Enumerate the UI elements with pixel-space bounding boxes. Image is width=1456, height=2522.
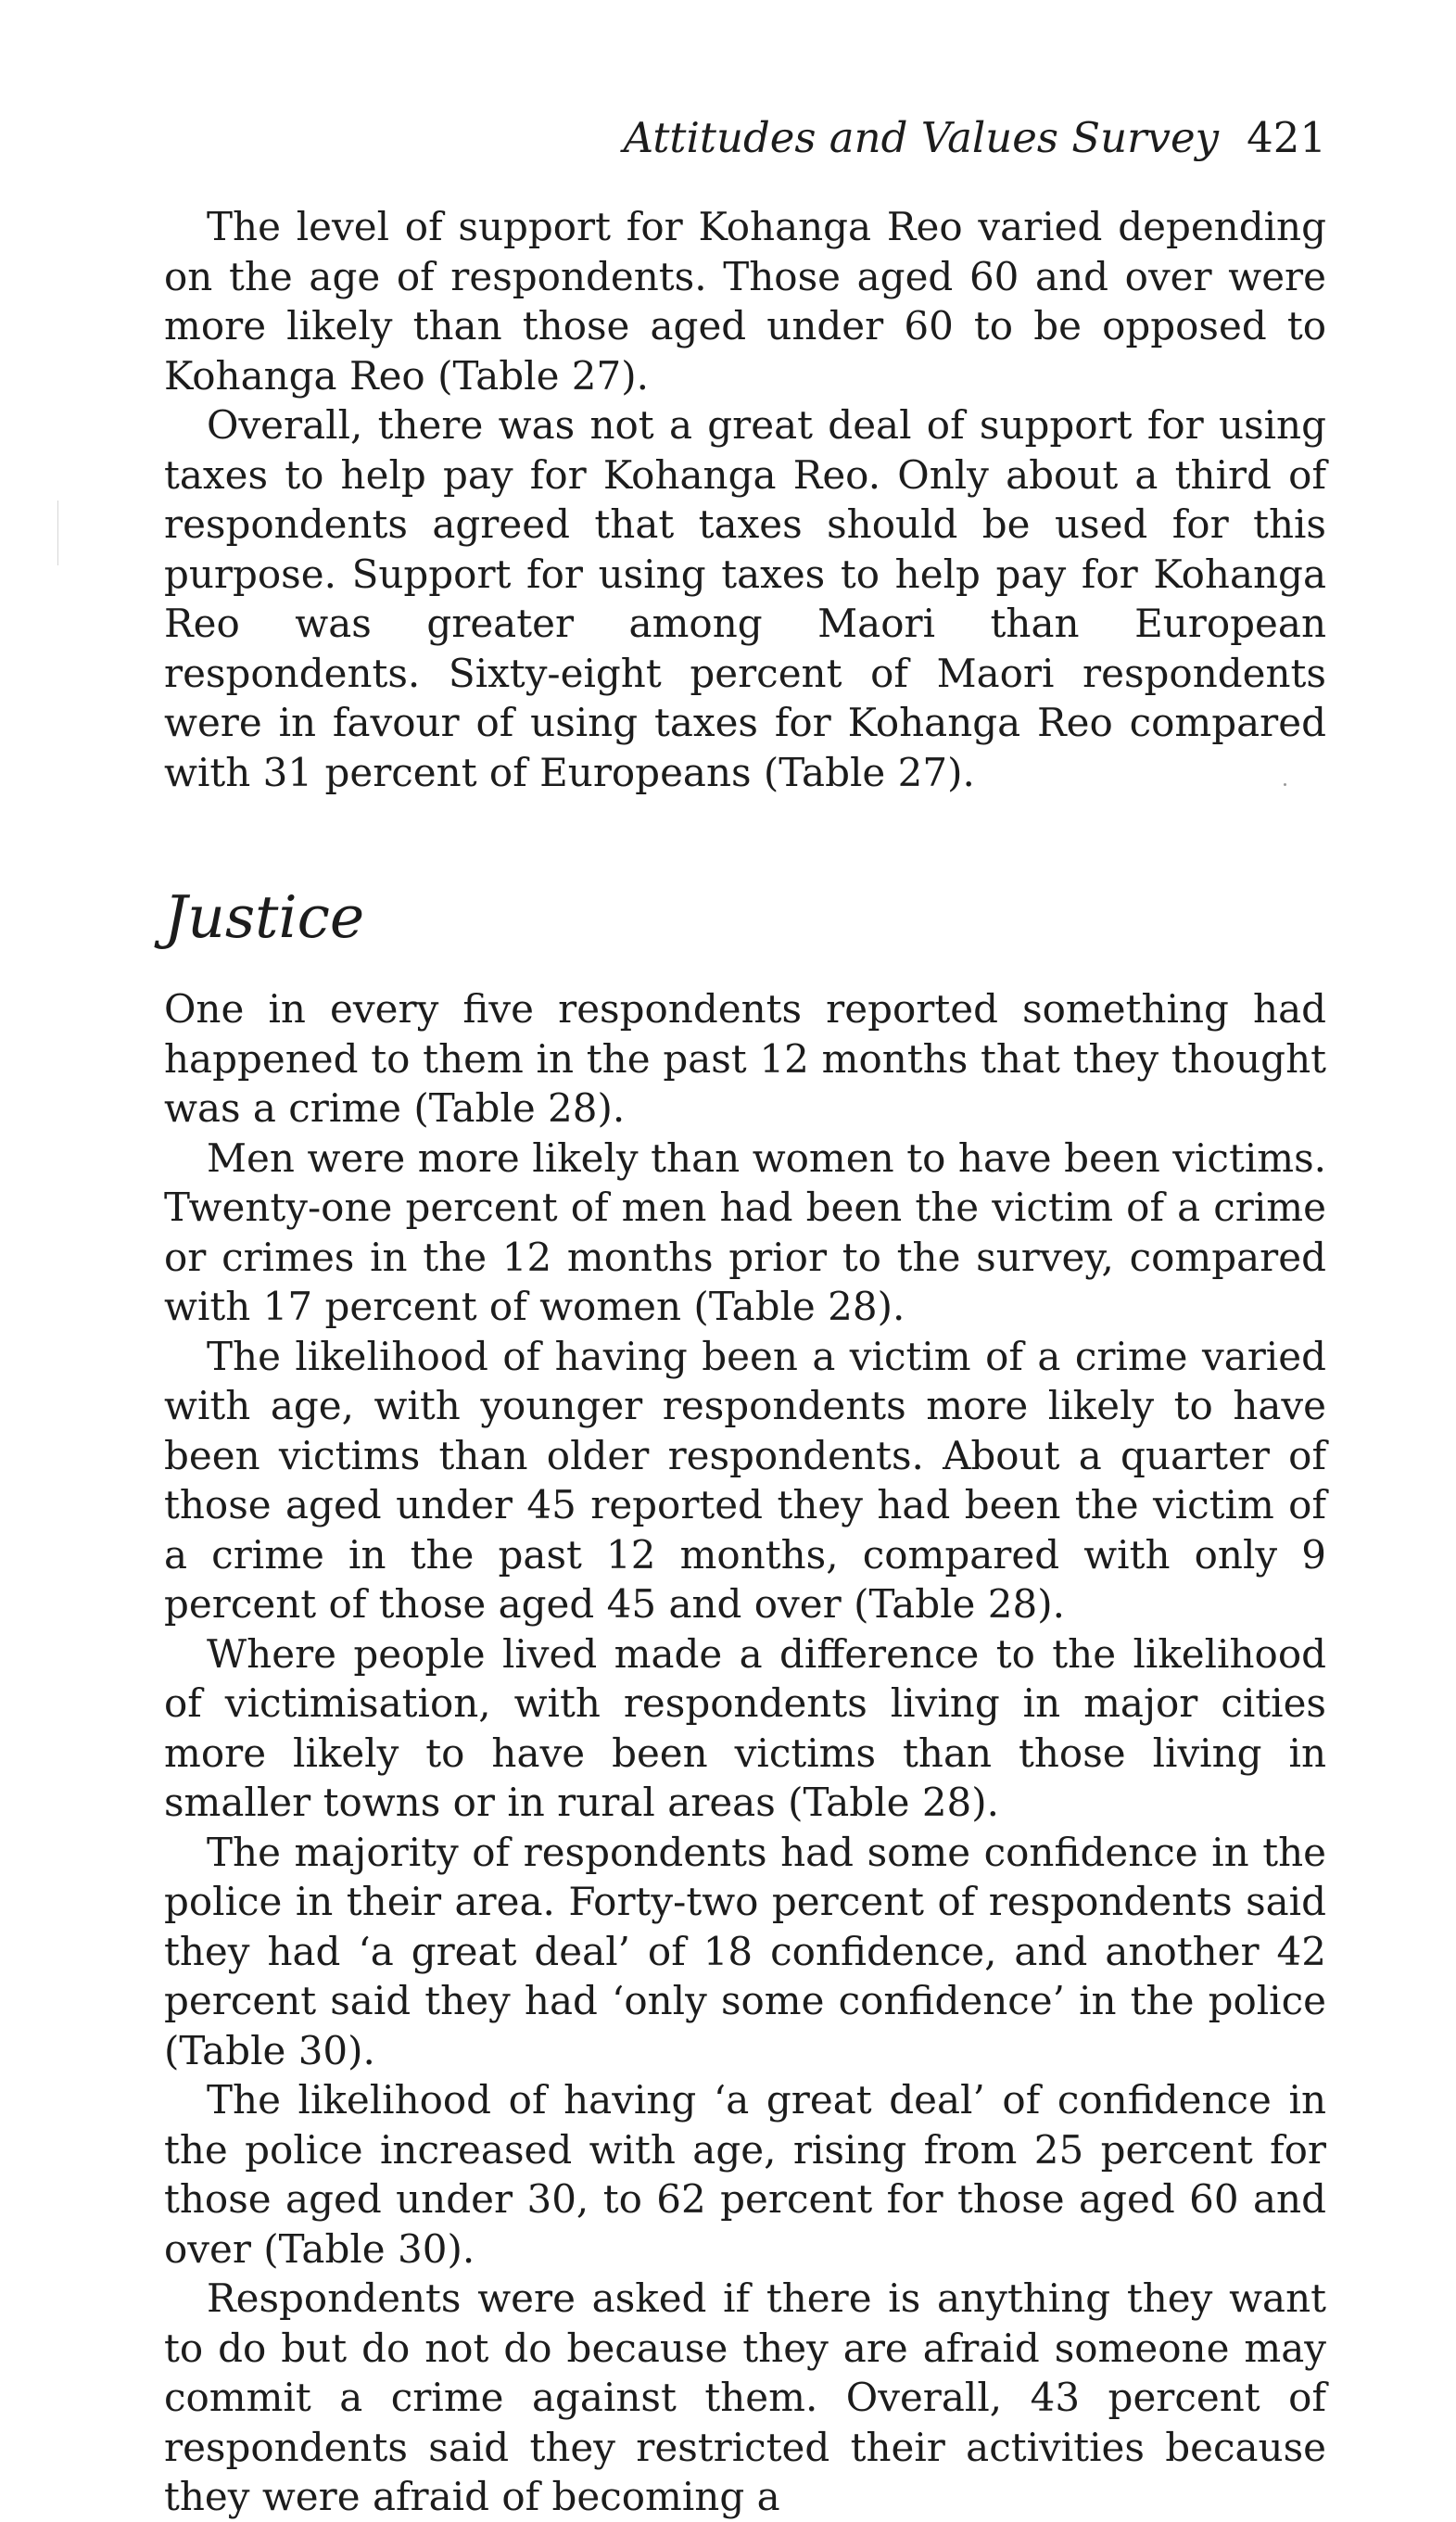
- paragraph-police-confidence: The majority of respondents had some confidence in the police in their area. Forty-two percent of respondents said they had ‘a great deal’ of 18 confidence, and another 42 percent said they had ‘only some confidence’ in the police (Table 30).: [164, 1829, 1326, 2073]
- running-head-title: Attitudes and Values Survey: [623, 113, 1220, 162]
- paragraph-victims-by-age: The likelihood of having been a victim of a crime varied with age, with younger respondents more likely to have been victims than older respondents. About a quarter of those aged under 45 reported they had been the victim of a crime in the past 12 months, compared with only 9 percent of those aged 45 and over (Table 28).: [164, 1333, 1326, 1627]
- paragraph-kohanga-reo-taxes: Overall, there was not a great deal of support for using taxes to help pay for Kohanga Reo. Only about a third of respondents agreed that taxes should be used for this purpose. Support for using taxes to help pay for Kohanga Reo was greater among Maori than European respondents. Sixty-eight percent of Maori respondents were in favour of using taxes for Kohanga Reo compared with 31 percent of Europeans (Table 27).: [164, 402, 1326, 795]
- scan-margin-mark: [57, 501, 58, 565]
- page-number: 421: [1247, 113, 1326, 162]
- paragraph-crime-reported: One in every five respondents reported something had happened to them in the past 12 months that they thought was a crime (Table 28).: [164, 986, 1326, 1131]
- section-heading-justice: Justice: [164, 883, 365, 951]
- paragraph-kohanga-reo-age: The level of support for Kohanga Reo varied depending on the age of respondents. Those aged 60 and over were more likely than those aged under 60 to be opposed to Kohanga Reo (Table 27).: [164, 204, 1326, 399]
- body-text: [164, 202, 1326, 2522]
- paragraph-victims-by-sex: Men were more likely than women to have been victims. Twenty-one percent of men had been the victim of a crime or crimes in the 12 months prior to the survey, compared with 17 percent of women (Table 28).: [164, 1134, 1326, 1329]
- running-head: [623, 113, 1326, 162]
- paragraph-police-confidence-age: The likelihood of having ‘a great deal’ of confidence in the police increased with age, rising from 25 percent for those aged under 30, to 62 percent for those aged 60 and over (Table 30).: [164, 2077, 1326, 2272]
- paragraph-restricted-activities: Respondents were asked if there is anything they want to do but do not do because they are afraid someone may commit a crime against them. Overall, 43 percent of respondents said they restricted their activities because they were afraid of becoming a: [164, 2275, 1326, 2519]
- paragraph-victims-by-location: Where people lived made a difference to the likelihood of victimisation, with respondents living in major cities more likely to have been victims than those living in smaller towns or in rural areas (Table 28).: [164, 1630, 1326, 1825]
